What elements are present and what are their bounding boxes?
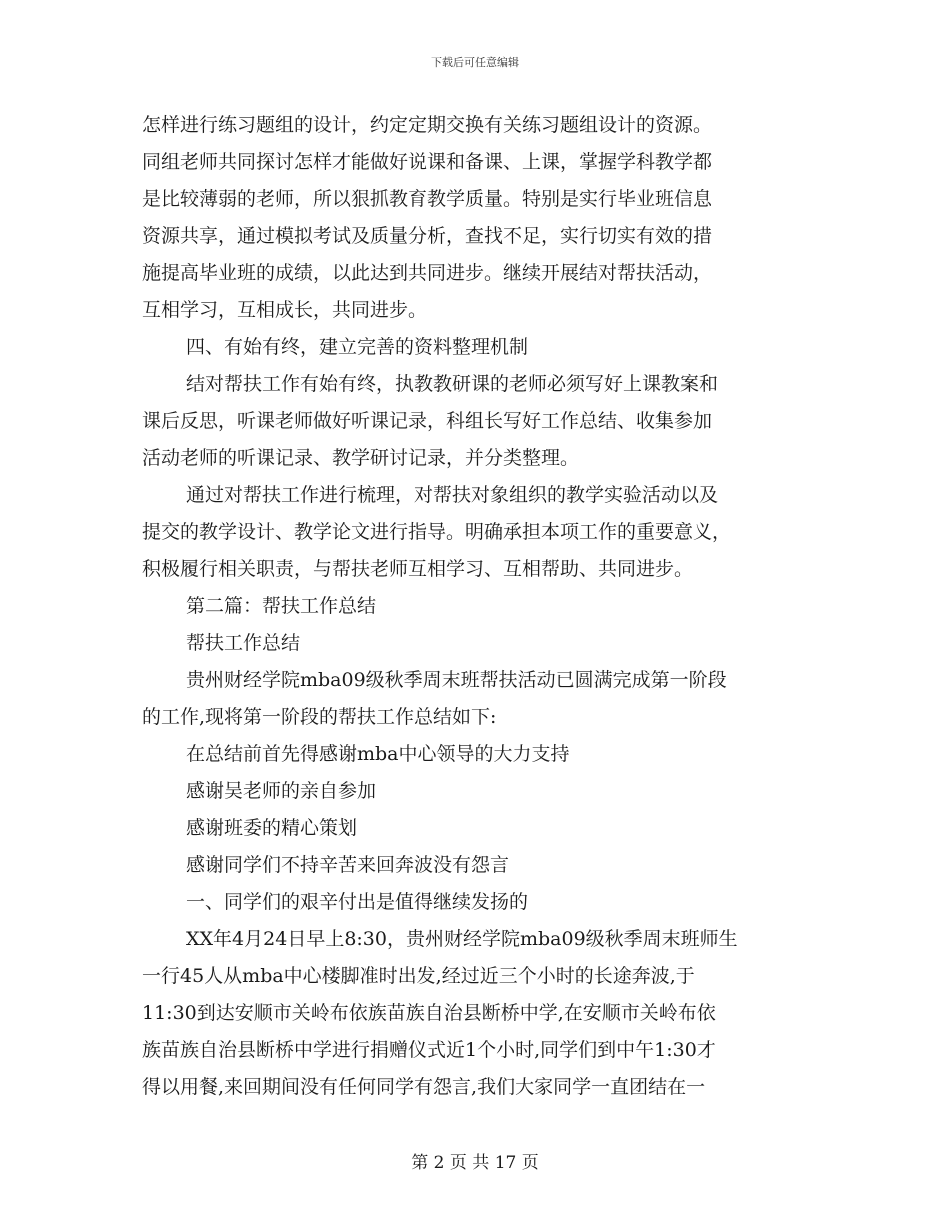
section-heading: 一、同学们的艰辛付出是值得继续发扬的: [186, 891, 529, 913]
body-line: 11:30到达安顺市关岭布依族苗族自治县断桥中学,在安顺市关岭布依: [142, 1002, 716, 1024]
body-line: 互相学习，互相成长，共同进步。: [142, 299, 428, 321]
body-line: 课后反思，听课老师做好听课记录，科组长写好工作总结、收集参加: [142, 410, 713, 432]
body-line: 施提高毕业班的成绩，以此达到共同进步。继续开展结对帮扶活动，: [142, 262, 713, 284]
page-number: 第 2 页 共 17 页: [411, 1153, 539, 1173]
body-line: 提交的教学设计、教学论文进行指导。明确承担本项工作的重要意义，: [142, 521, 732, 543]
body-line: 结对帮扶工作有始有终，执教教研课的老师必须写好上课教案和: [186, 373, 719, 395]
body-line: 积极履行相关职责，与帮扶老师互相学习、互相帮助、共同进步。: [142, 558, 694, 580]
body-line: 通过对帮扶工作进行梳理，对帮扶对象组织的教学实验活动以及: [186, 484, 719, 506]
body-line: 族苗族自治县断桥中学进行捐赠仪式近1个小时,同学们到中午1:30才: [142, 1039, 716, 1061]
body-line: 贵州财经学院mba09级秋季周末班帮扶活动已圆满完成第一阶段: [186, 669, 727, 691]
chapter-heading: 第二篇：帮扶工作总结: [186, 595, 377, 617]
body-line: 一行45人从mba中心楼脚准时出发,经过近三个小时的长途奔波,于: [142, 965, 695, 987]
body-line: 活动老师的听课记录、教学研讨记录，并分类整理。: [142, 447, 580, 469]
body-line: 感谢同学们不持辛苦来回奔波没有怨言: [186, 854, 510, 876]
body-line: 怎样进行练习题组的设计，约定定期交换有关练习题组设计的资源。: [142, 114, 713, 136]
body-line: XX年4月24日早上8:30，贵州财经学院mba09级秋季周末班师生: [186, 928, 738, 950]
page-header-note: 下载后可任意编辑: [431, 56, 519, 69]
body-line: 感谢吴老师的亲自参加: [186, 780, 377, 802]
chapter-title: 帮扶工作总结: [186, 632, 301, 654]
body-line: 在总结前首先得感谢mba中心领导的大力支持: [186, 743, 570, 765]
body-line: 是比较薄弱的老师，所以狠抓教育教学质量。特别是实行毕业班信息: [142, 188, 713, 210]
body-line: 感谢班委的精心策划: [186, 817, 358, 839]
body-line: 资源共享，通过模拟考试及质量分析，查找不足，实行切实有效的措: [142, 225, 713, 247]
document-body: [142, 107, 812, 1106]
body-line: 同组老师共同探讨怎样才能做好说课和备课、上课，掌握学科教学都: [142, 151, 713, 173]
body-line: 得以用餐,来回期间没有任何同学有怨言,我们大家同学一直团结在一: [142, 1076, 706, 1098]
body-line: 的工作,现将第一阶段的帮扶工作总结如下:: [142, 706, 497, 728]
section-heading: 四、有始有终，建立完善的资料整理机制: [186, 336, 529, 358]
